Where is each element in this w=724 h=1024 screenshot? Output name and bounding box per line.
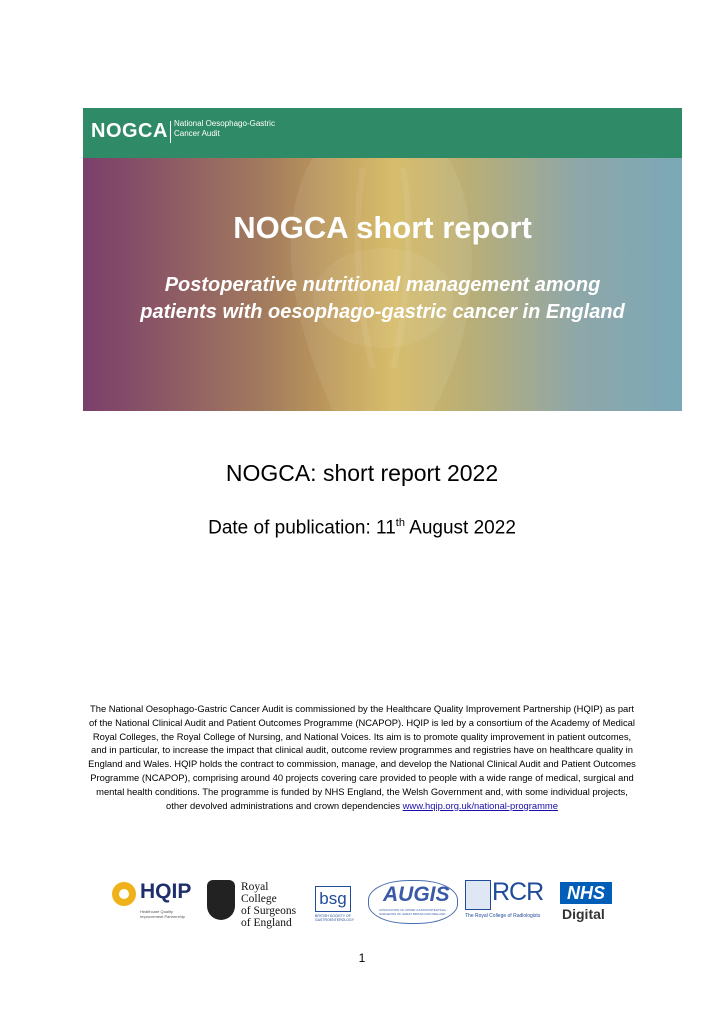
nogca-logo: NOGCA xyxy=(91,120,168,142)
commission-statement: The National Oesophago-Gastric Cancer Audit is commissioned by the Healthcare Quality Improvement Partnership (HQIP) as part of the National Clinical Audit and Patient Outcomes Programme (NCAPOP). HQIP is led by a consortium of the Academy of Medical Royal Colleges, the Royal College of Nursing, and National Voices. Its aim is to promote quality improvement in patient outcomes, and in particular, to increase the impact that clinical audit, outcome review programmes and registries have on healthcare quality in England and Wales. HQIP holds the contract to commission, manage, and develop the National Clinical Audit and Patient Outcomes Programme (NCAPOP), comprising around 40 projects covering care provided to people with a wide range of medical, surgical and mental health conditions. The programme is funded by NHS England, the Welsh Government and, with some individual projects, other devolved administrations and crown dependencies www.hqip.org.uk/national-programme xyxy=(88,703,636,811)
nhs-digital-logo: NHS Digital xyxy=(560,882,614,926)
hqip-logo: HQIP Healthcare Quality Improvement Partnership xyxy=(112,880,192,922)
hqip-programme-link[interactable]: www.hqip.org.uk/national-programme xyxy=(402,799,558,811)
rcs-crest-icon xyxy=(207,880,235,920)
bsg-logo: bsg BRITISH SOCIETY OF GASTROENTEROLOGY xyxy=(315,886,353,924)
report-title: NOGCA: short report 2022 xyxy=(225,460,499,486)
cover-banner xyxy=(83,108,682,411)
rcr-crest-icon xyxy=(465,880,491,910)
banner-subtitle: Postoperative nutritional management among patients with oesophago-gastric cancer in England xyxy=(140,274,625,323)
publication-date: Date of publication: 11th August 2022 xyxy=(208,517,516,539)
rcr-logo: RCR The Royal College of Radiologists xyxy=(465,878,544,919)
partner-logos xyxy=(112,876,622,929)
banner-title: NOGCA short report xyxy=(233,210,532,245)
rcs-england-logo: Royal College of Surgeons of England xyxy=(207,876,302,924)
augis-logo: AUGIS ASSOCIATION OF UPPER GASTROINTESTINAL SURGEONS OF GREAT BRITAIN AND IRELAND xyxy=(368,880,458,924)
logo-divider xyxy=(170,121,171,143)
hqip-emblem-icon xyxy=(112,882,136,906)
banner-topbar xyxy=(83,108,682,158)
nogca-logo-subtitle: National Oesophago-Gastric Cancer Audit xyxy=(174,119,275,138)
page-number: 1 xyxy=(358,951,366,965)
